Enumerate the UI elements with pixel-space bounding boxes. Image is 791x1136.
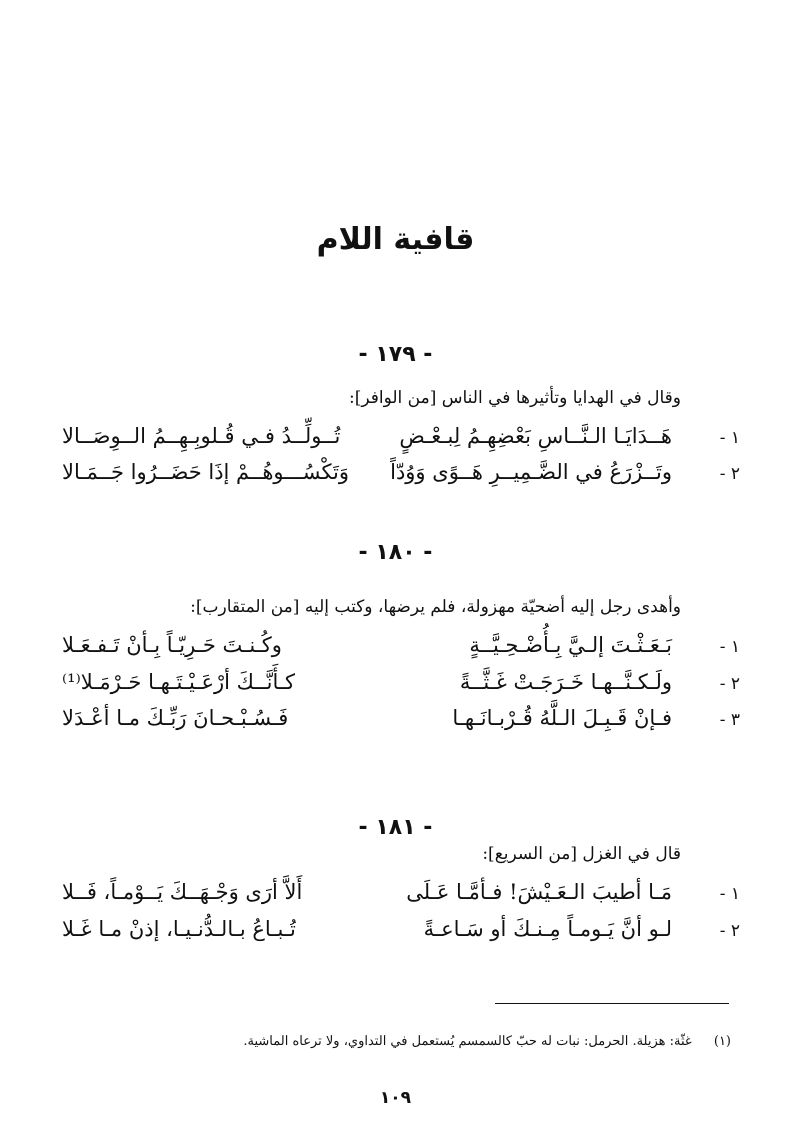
footnote-mark: (١) — [713, 1034, 731, 1049]
verse-second-hemistich: وَتَكْسُـــوهُــمْ إذَا حَضَــرُوا جَــمَـالا — [62, 460, 350, 484]
footnote-divider — [495, 1003, 729, 1004]
verse-first-hemistich: لـو أنَّ يَـومـاً مِـنـكَ أو سَـاعـةً — [423, 917, 672, 941]
verse-first-hemistich: فـإنْ قَـبِـلَ الـلَّهُ قُـرْبـانَـهـا — [452, 706, 672, 730]
poem-intro: وأهدى رجل إليه أضحيّة مهزولة، فلم يرضها، وكتب إليه [من المتقارب]: — [190, 597, 681, 617]
verse-number: ٣ - — [719, 710, 740, 730]
verse-second-hemistich: أَلاَّ أرَى وَجْـهَــكَ يَــوْمـاً، فَــلا — [62, 880, 303, 904]
verse-second-hemistich: كـأَنَّــكَ أرْعَـيْـتَـهـا حَـرْمَـلا⁽¹⁾ — [62, 670, 296, 694]
verse-second-hemistich: فَـسُـبْـحـانَ رَبِّـكَ مـا أعْـدَلا — [62, 706, 289, 730]
verse-line — [62, 424, 740, 456]
verse-line — [62, 633, 740, 665]
verse-second-hemistich: تُـبـاعُ بـالـدُّنـيـا، إذنْ مـا غَـلا — [62, 917, 296, 941]
verse-number: ٢ - — [719, 464, 740, 484]
chapter-title: قافية اللام — [316, 222, 475, 257]
verse-second-hemistich: تُــولِّــدُ فـي قُـلوبِـهِــمُ الــوِصَــالا — [62, 424, 341, 448]
verse-number: ٢ - — [719, 921, 740, 941]
poem-number: - ١٧٩ - — [358, 342, 433, 367]
verse-number: ١ - — [719, 428, 740, 448]
verse-first-hemistich: ولَـكـنَّــهـا خَـرَجَـتْ غَـثَّــةً — [459, 670, 672, 694]
verse-first-hemistich: مَـا أطيبَ الـعَـيْشَ! فـأمَّـا عَـلَى — [406, 880, 672, 904]
verse-number: ٢ - — [719, 674, 740, 694]
verse-first-hemistich: بَـعَـثْـتَ إلـيَّ بِـأُضْـحِـيَّــةٍ — [469, 633, 672, 657]
footnote-text: غثّة: هزيلة. الحرمل: نبات له حبّ كالسمسم يُستعمل في التداوي، ولا ترعاه الماشية. — [243, 1034, 692, 1049]
verse-line — [62, 917, 740, 949]
verse-first-hemistich: هَــدَايَـا الـنَّــاسِ بَعْضِهِـمُ لِبـعْـضٍ — [399, 424, 672, 448]
verse-number: ١ - — [719, 637, 740, 657]
verse-second-hemistich: وكُـنـتَ حَـرِيّـاً بِـأنْ تَـفـعَـلا — [62, 633, 282, 657]
poem-number: - ١٨١ - — [358, 815, 433, 840]
verse-line — [62, 706, 740, 738]
poem-intro: وقال في الهدايا وتأثيرها في الناس [من الوافر]: — [348, 388, 681, 408]
verse-line — [62, 670, 740, 702]
poem-intro: قال في الغزل [من السريع]: — [482, 844, 681, 864]
verse-line — [62, 460, 740, 492]
verse-line — [62, 880, 740, 912]
poem-number: - ١٨٠ - — [358, 540, 433, 565]
verse-first-hemistich: وتَــزْرَعُ في الضَّـمِيــرِ هَــوًى وَوُدّاً — [390, 460, 672, 484]
page-number: ١٠٩ — [379, 1088, 412, 1108]
verse-number: ١ - — [719, 884, 740, 904]
footnote — [243, 1034, 731, 1049]
